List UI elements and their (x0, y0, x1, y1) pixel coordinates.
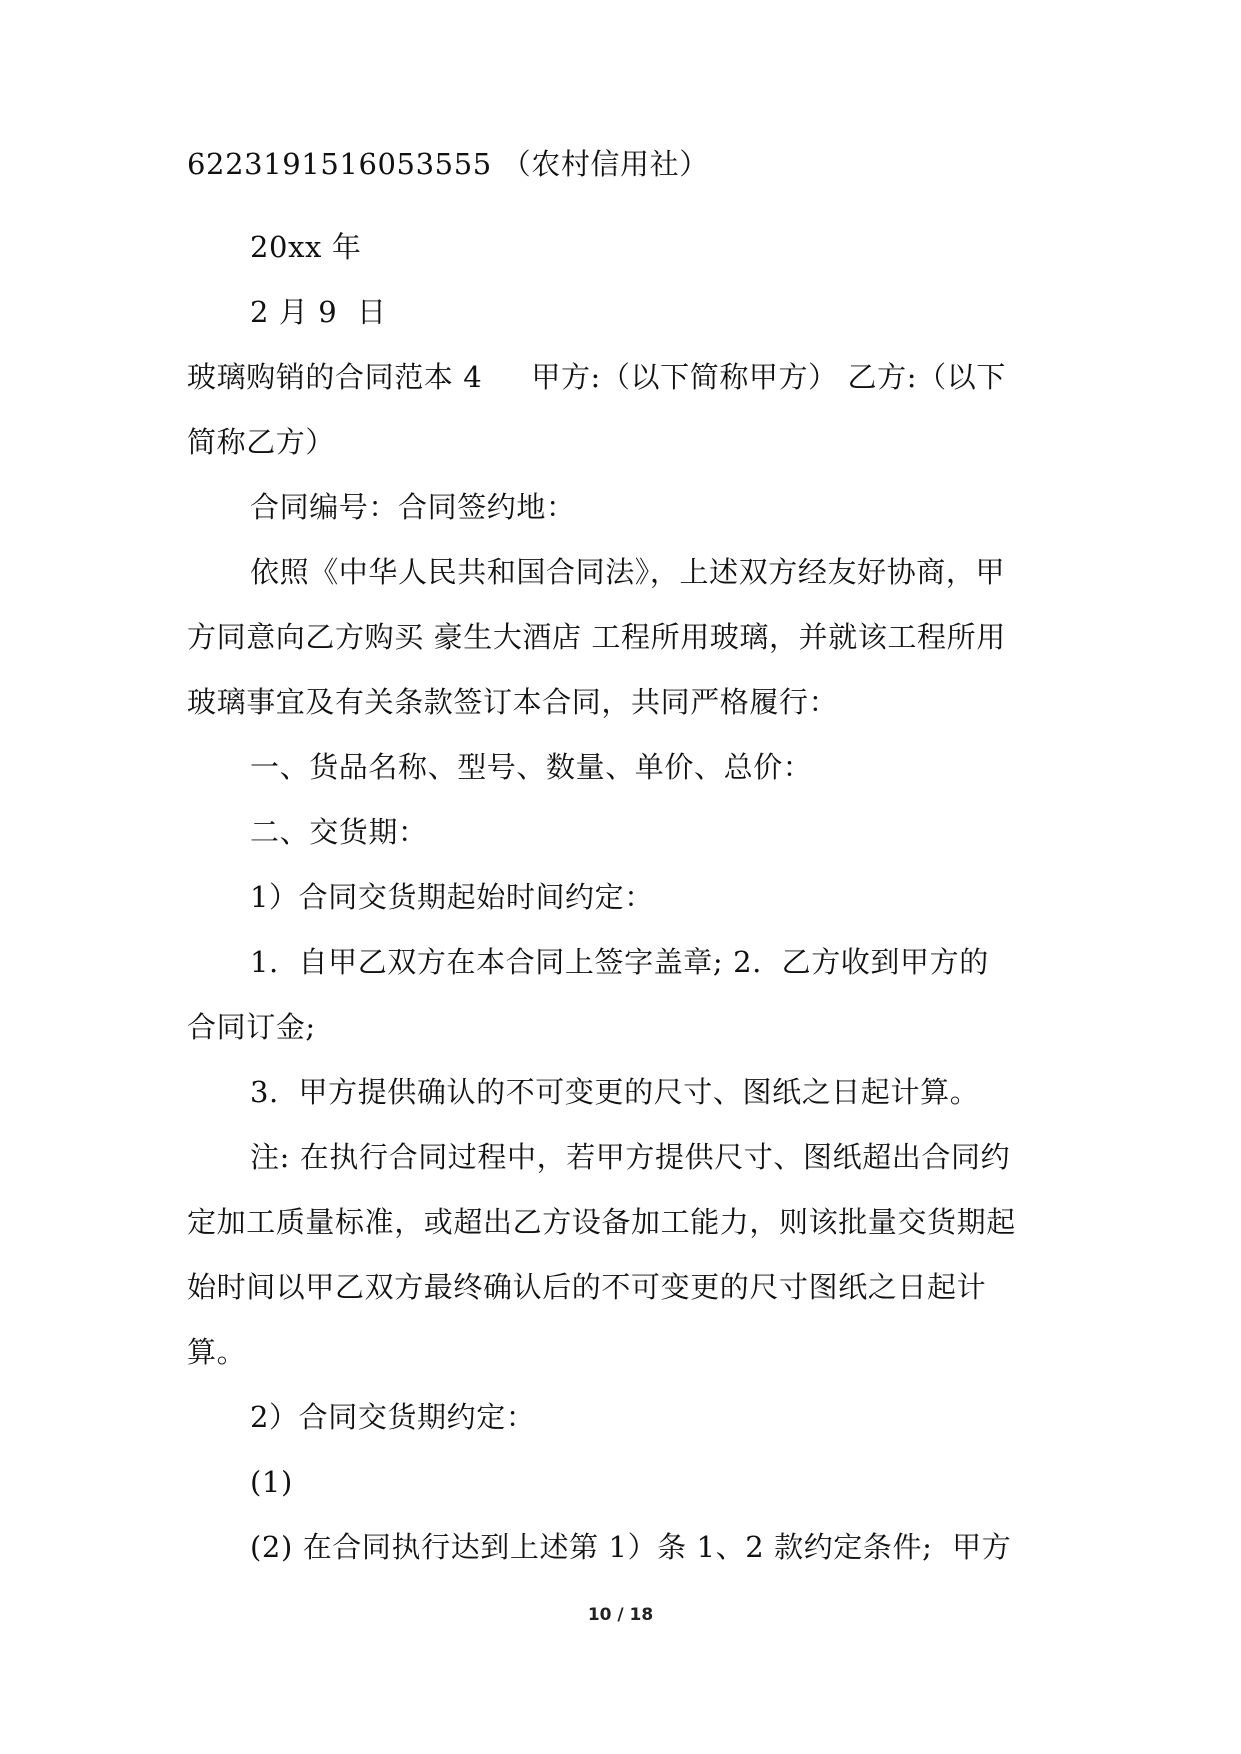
paragraph-line: 依照《中华人民共和国合同法》，上述双方经友好协商，甲 (250, 555, 1006, 589)
year-line: 20xx 年 (250, 230, 362, 264)
clause-line: 1）合同交货期起始时间约定： (250, 880, 654, 914)
paragraph-line: 玻璃事宜及有关条款签订本合同，共同严格履行： (187, 685, 839, 719)
clause-line: 3. 甲方提供确认的不可变更的尺寸、图纸之日起计算。 (250, 1075, 980, 1109)
clause-line: 合同订金; (187, 1010, 316, 1044)
clause-line: (2) 在合同执行达到上述第 1）条 1、2 款约定条件; 甲方 (250, 1530, 1012, 1564)
date-line: 2 月 9 日 (250, 295, 387, 329)
contract-title-line: 玻璃购销的合同范本 4 甲方:（以下简称甲方） 乙方:（以下 (187, 360, 1006, 394)
section-heading: 一、货品名称、型号、数量、单价、总价： (250, 750, 813, 784)
clause-line: 2）合同交货期约定： (250, 1400, 536, 1434)
clause-line: 1. 自甲乙双方在本合同上签字盖章; 2. 乙方收到甲方的 (250, 945, 989, 979)
note-line: 算。 (187, 1335, 247, 1369)
page-number: 10 / 18 (587, 1605, 654, 1625)
account-number-line: 6223191516053555 （农村信用社） (187, 147, 709, 181)
note-line: 定加工质量标准，或超出乙方设备加工能力，则该批量交货期起 (187, 1205, 1016, 1239)
contract-number-line: 合同编号：合同签约地： (250, 490, 576, 524)
note-line: 注: 在执行合同过程中，若甲方提供尺寸、图纸超出合同约 (250, 1140, 1011, 1174)
paragraph-line: 简称乙方） (187, 425, 336, 459)
paragraph-line: 方同意向乙方购买 豪生大酒店 工程所用玻璃，并就该工程所用 (187, 620, 1006, 654)
clause-line: (1) (250, 1465, 293, 1499)
section-heading: 二、交货期： (250, 815, 428, 849)
note-line: 始时间以甲乙双方最终确认后的不可变更的尺寸图纸之日起计 (187, 1270, 987, 1304)
